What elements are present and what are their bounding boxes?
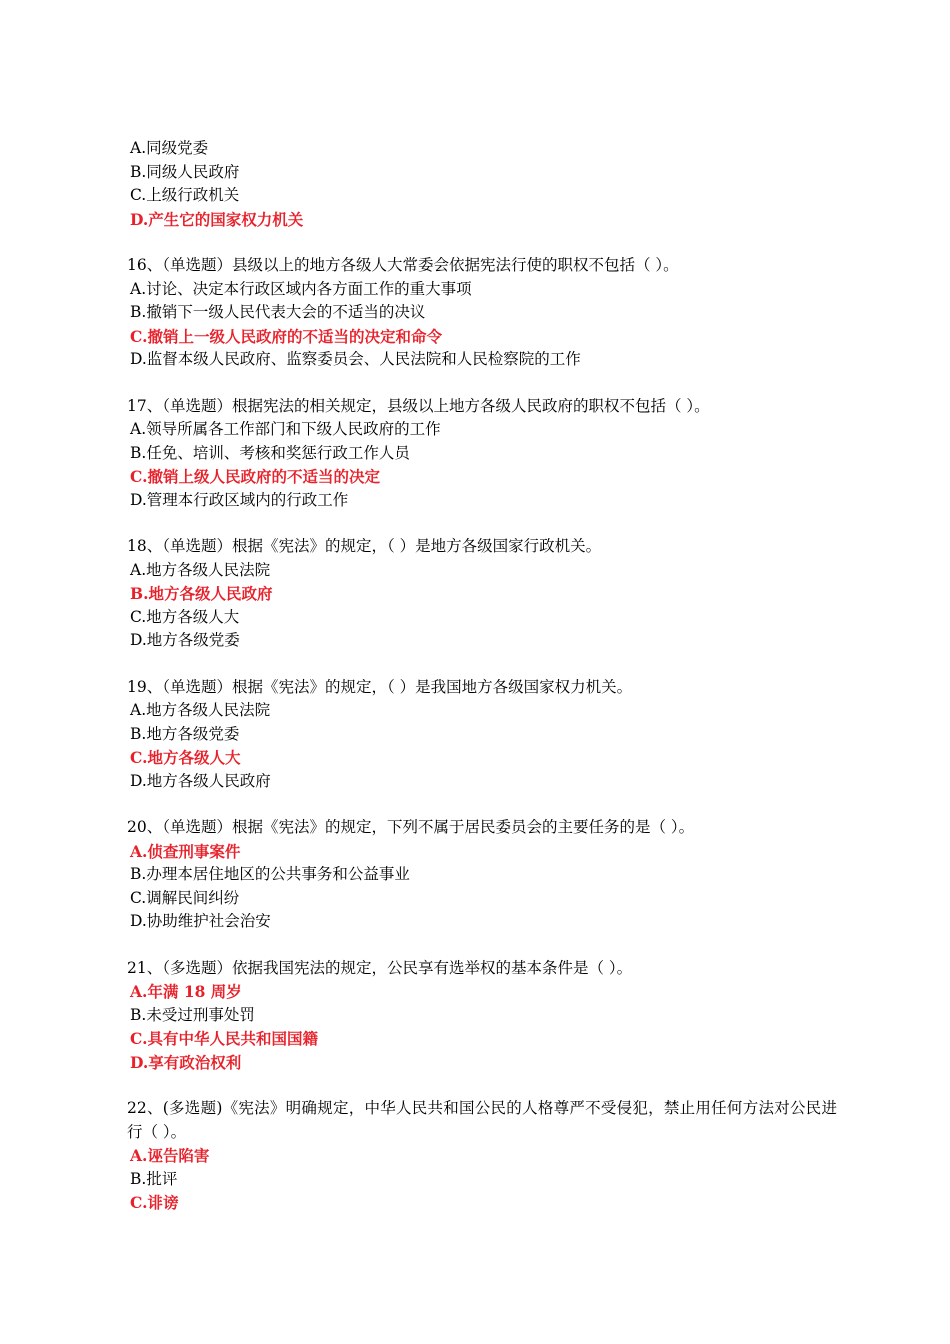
- option-b: B.撤销下一级人民代表大会的不适当的决议: [130, 303, 426, 321]
- option-b: B.办理本居住地区的公共事务和公益事业: [130, 865, 410, 883]
- option-c-correct: C.具有中华人民共和国国籍: [130, 1029, 318, 1048]
- question-15-options: [130, 137, 830, 231]
- question-16: [127, 254, 830, 372]
- question-18: [127, 535, 830, 653]
- question-text: 17、（单选题）根据宪法的相关规定，县级以上地方各级人民政府的职权不包括（ ）。: [127, 396, 710, 415]
- question-text: 18、（单选题）根据《宪法》的规定，（ ）是地方各级国家行政机关。: [127, 537, 602, 555]
- question-19: [127, 676, 830, 794]
- option-c-correct: C.撤销上一级人民政府的不适当的决定和命令: [130, 326, 442, 346]
- option-d: D.协助维护社会治安: [130, 912, 271, 930]
- option-a: A.地方各级人民法院: [130, 560, 271, 579]
- option-a: A.领导所属各工作部门和下级人民政府的工作: [130, 420, 441, 438]
- option-a-correct: A.侦查刑事案件: [130, 841, 241, 861]
- option-b: B.任免、培训、考核和奖惩行政工作人员: [130, 443, 410, 462]
- question-text: 16、（单选题）县级以上的地方各级人大常委会依据宪法行使的职权不包括（ ）。: [127, 256, 679, 274]
- option-c-correct: C.诽谤: [130, 1193, 179, 1212]
- question-text: 22、(多选题)《宪法》明确规定，中华人民共和国公民的人格尊严不受侵犯，禁止用任何方法对公民进行（ ）。: [127, 1099, 837, 1141]
- option-d: D.管理本行政区域内的行政工作: [130, 490, 349, 509]
- question-22: [127, 1097, 837, 1215]
- question-21: [127, 957, 830, 1075]
- option-c-correct: C.撤销上级人民政府的不适当的决定: [130, 467, 380, 486]
- option-c: C.地方各级人大: [130, 607, 240, 626]
- question-text: 21、（多选题）依据我国宪法的规定，公民享有选举权的基本条件是（ ）。: [127, 958, 633, 977]
- option-a-correct: A.诬告陷害: [130, 1146, 210, 1165]
- option-b: B.同级人民政府: [130, 162, 240, 181]
- option-d-correct: D.享有政治权利: [130, 1052, 242, 1072]
- option-d: D.监督本级人民政府、监察委员会、人民法院和人民检察院的工作: [130, 350, 581, 368]
- option-a: A.地方各级人民法院: [130, 701, 271, 719]
- option-d: D.地方各级人民政府: [130, 771, 271, 790]
- option-b: B.未受过刑事处罚: [130, 1005, 255, 1024]
- question-17: [127, 395, 830, 513]
- option-a: A.同级党委: [130, 139, 209, 157]
- option-c-correct: C.地方各级人大: [130, 748, 241, 767]
- option-a-correct: A.年满 18 周岁: [130, 982, 242, 1001]
- question-20: [127, 816, 830, 934]
- option-d-correct: D.产生它的国家权力机关: [130, 209, 304, 229]
- option-d: D.地方各级党委: [130, 631, 240, 649]
- option-c: C.上级行政机关: [130, 186, 240, 204]
- option-b: B.地方各级党委: [130, 724, 240, 743]
- question-text: 20、（单选题）根据《宪法》的规定，下列不属于居民委员会的主要任务的是（ ）。: [127, 818, 695, 836]
- option-a: A.讨论、决定本行政区域内各方面工作的重大事项: [130, 279, 472, 298]
- option-c: C.调解民间纠纷: [130, 888, 240, 907]
- option-b: B.批评: [130, 1169, 178, 1188]
- option-b-correct: B.地方各级人民政府: [130, 584, 273, 603]
- question-list: [127, 137, 837, 1238]
- question-text: 19、（单选题）根据《宪法》的规定，（ ）是我国地方各级国家权力机关。: [127, 677, 633, 696]
